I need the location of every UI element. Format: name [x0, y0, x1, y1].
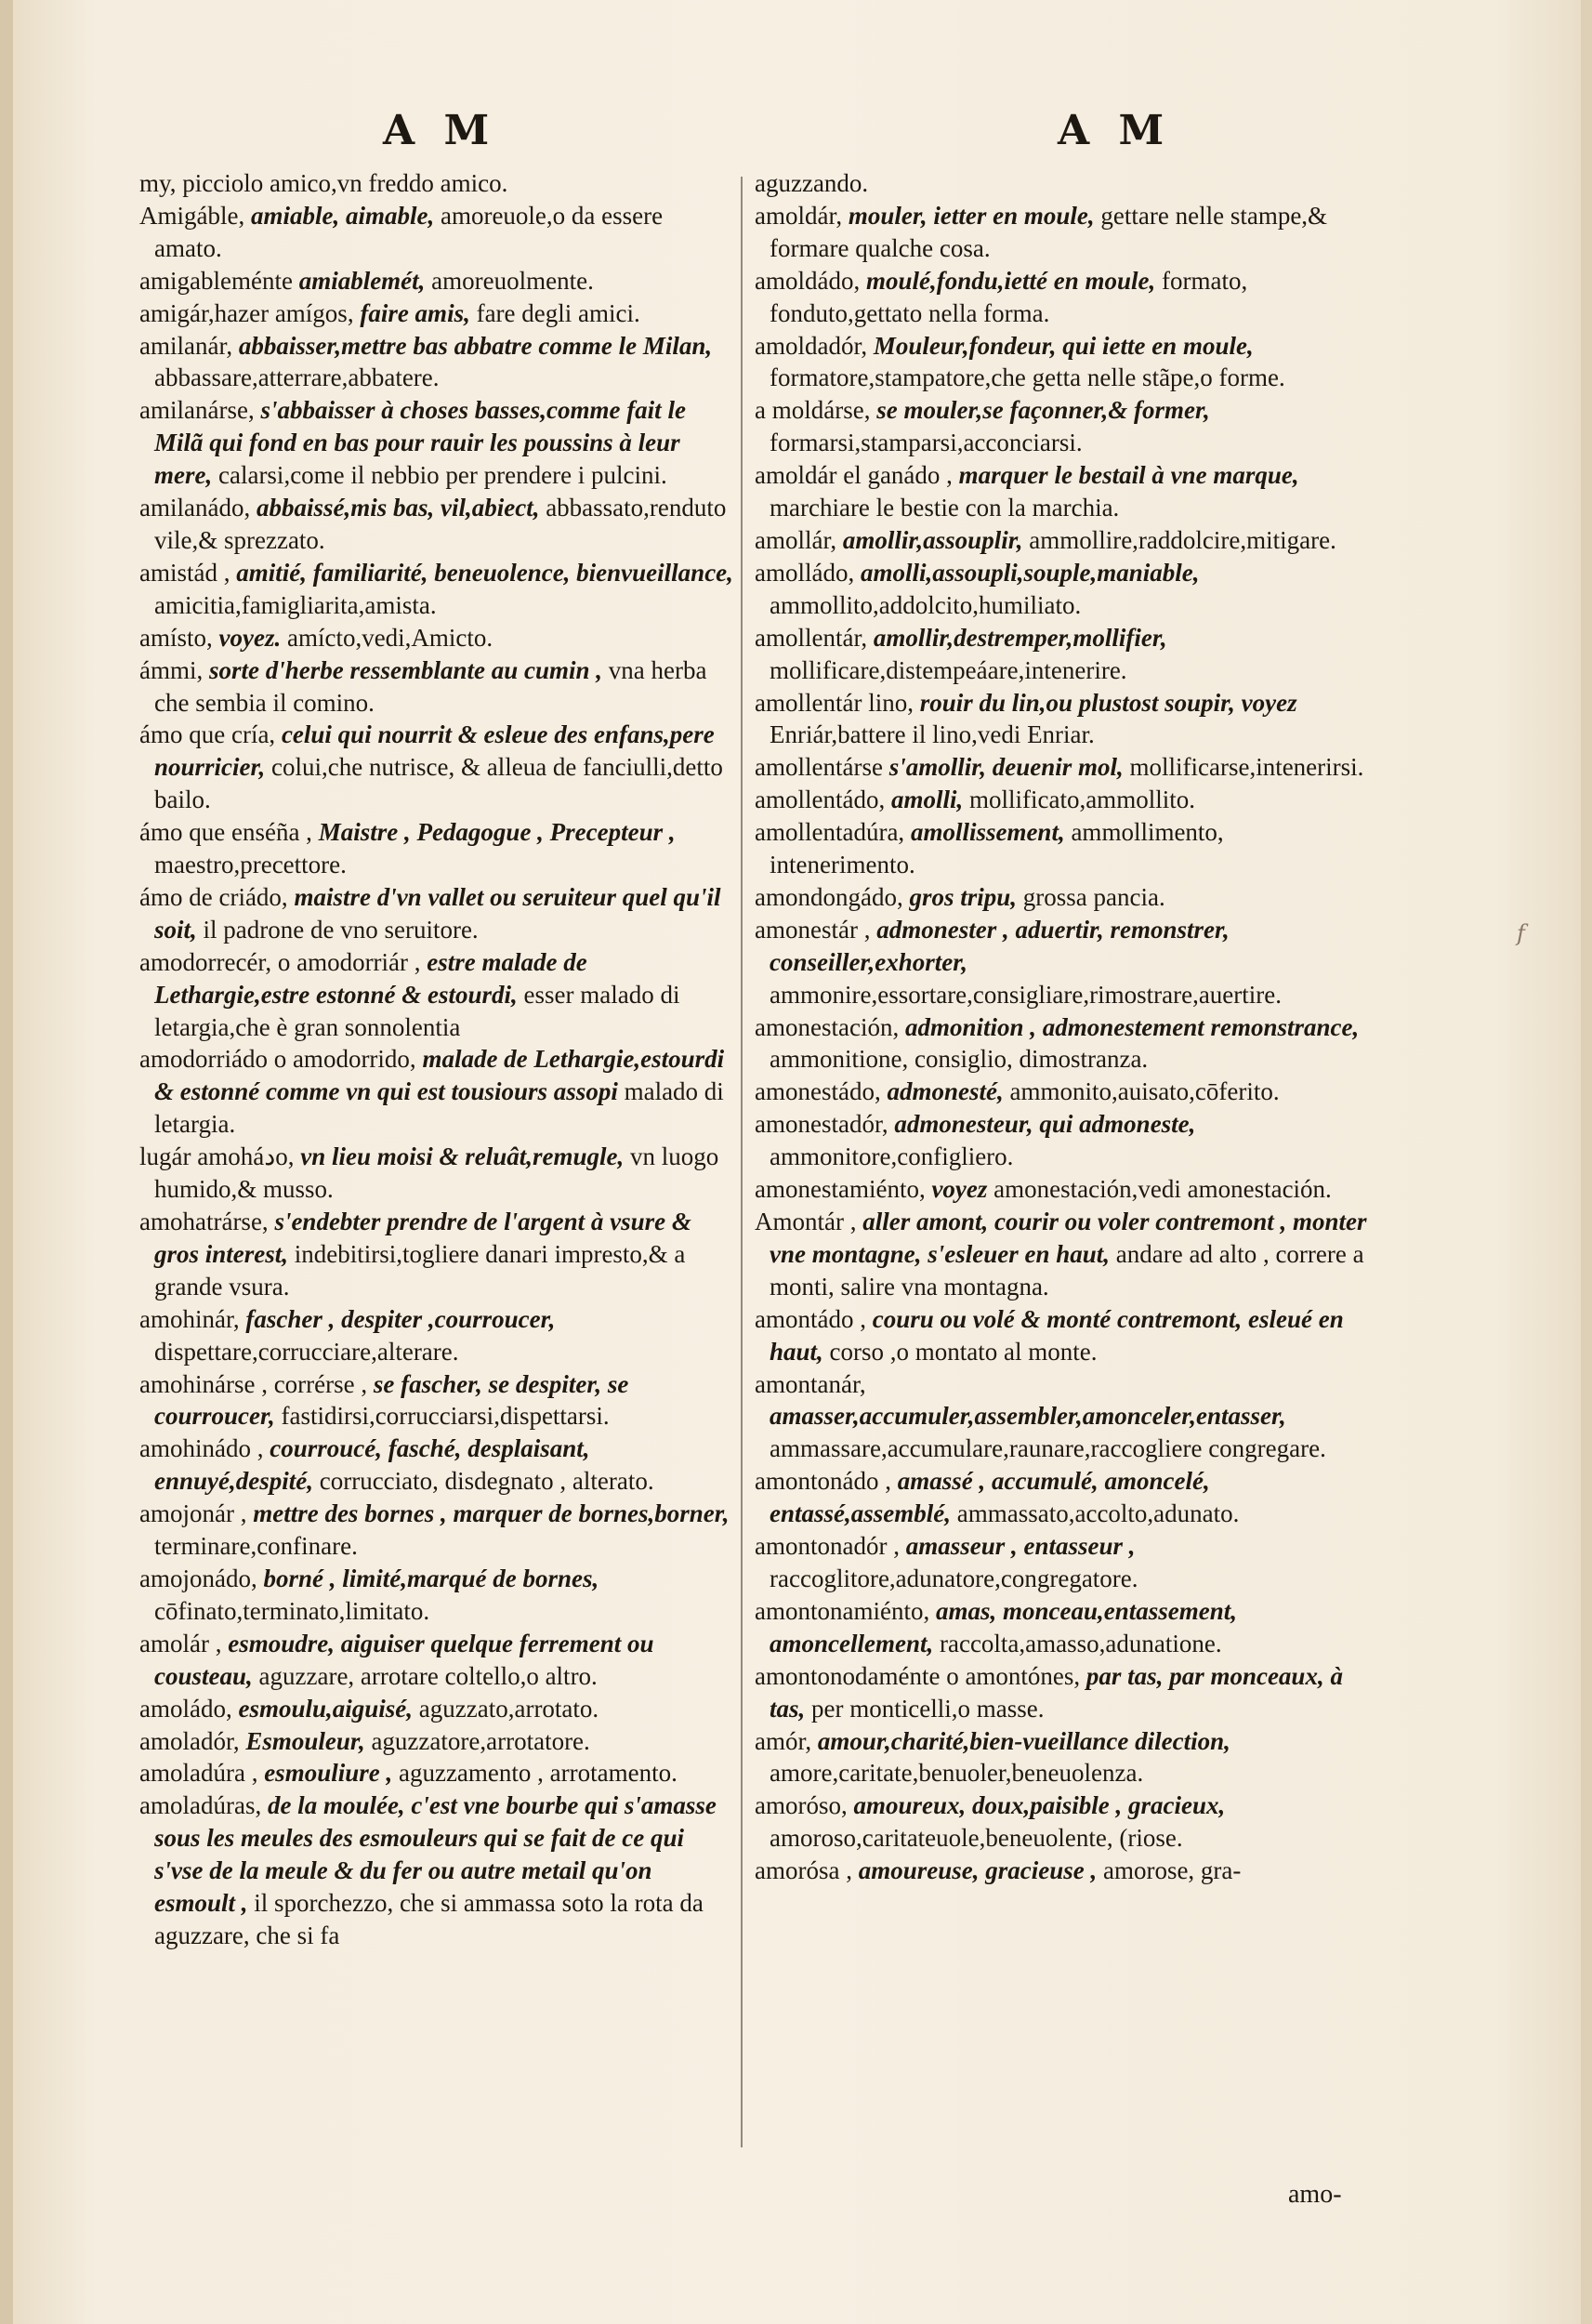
dictionary-entry [755, 394, 1375, 459]
entry-french: amolli, [890, 786, 964, 814]
entry-french: mettre des bornes , marquer de bornes,borner, [253, 1499, 730, 1528]
entry-french: amoureuse, gracieuse , [858, 1856, 1098, 1885]
entry-headword: amolládo, [755, 558, 855, 587]
entry-italian: mollificare,distempeáare,intenerire. [770, 655, 1127, 684]
entry-headword: amollentádo, [755, 786, 886, 814]
dictionary-entry [755, 1465, 1375, 1530]
dictionary-entry [755, 687, 1375, 752]
entry-french: Mouleur,fondeur, qui iette en moule, [873, 331, 1254, 360]
page-edge-left [0, 0, 13, 2324]
entry-headword: amojonár , [139, 1499, 247, 1528]
entry-headword: lugár amoháدo, [139, 1142, 295, 1171]
entry-headword: a moldárse, [755, 396, 871, 425]
dictionary-entry [755, 557, 1375, 622]
entry-italian: malado di letargia. [154, 1077, 724, 1139]
entry-french: malade de Lethargie,estourdi & estonné comme vn qui est tousiours assopi [154, 1045, 725, 1106]
entry-headword: amolár , [139, 1629, 222, 1657]
entry-italian: Enriár,battere il lino,vedi Enriar. [770, 720, 1095, 749]
dictionary-entry [139, 1757, 734, 1789]
dictionary-entry [139, 946, 734, 1044]
entry-italian: picciolo amico,vn freddo amico. [182, 169, 508, 197]
running-header-left: A M [383, 107, 497, 154]
entry-italian: amore,caritate,benuoler,beneuolenza. [770, 1759, 1144, 1788]
dictionary-entry [755, 524, 1375, 557]
entry-headword: amigableménte [139, 266, 293, 295]
entry-italian: amoreuolmente. [431, 266, 594, 295]
entry-french: se mouler,se façonner,& former, [876, 396, 1210, 425]
entry-italian: fastidirsi,corrucciarsi,dispettarsi. [281, 1402, 610, 1431]
entry-french: marquer le bestail à vne marque, [958, 461, 1299, 490]
entry-italian: ammonitore,configliero. [770, 1142, 1014, 1171]
entry-headword: amollár, [755, 525, 837, 554]
entry-headword: amollentár, [755, 623, 868, 652]
entry-italian: aguzzando. [755, 169, 869, 197]
dictionary-entry [755, 751, 1375, 784]
entry-italian: grossa pancia. [1022, 882, 1165, 911]
entry-headword: amoladór, [139, 1726, 240, 1755]
entry-italian: gettare nelle stampe,& formare qualche cosa. [770, 201, 1328, 262]
entry-french: amitié, familiarité, beneuolence, bienvueillance, [236, 558, 733, 587]
entry-italian: colui,che nutrisce, & alleua de fanciulli,detto bailo. [154, 753, 723, 814]
entry-headword: amonestár , [755, 915, 871, 944]
dictionary-entry [139, 1043, 734, 1141]
dictionary-entry [755, 1368, 1375, 1466]
entry-italian: andare ad alto , correre a monti, salire vna montagna. [770, 1239, 1364, 1301]
entry-headword: amohinádo , [139, 1434, 264, 1463]
entry-italian: abbassare,atterrare,abbatere. [154, 363, 440, 392]
entry-headword: Amontár , [755, 1208, 857, 1235]
dictionary-entry [139, 1368, 734, 1433]
entry-italian: per monticelli,o masse. [811, 1694, 1045, 1723]
dictionary-entry [139, 881, 734, 946]
entry-french: s'amollir, deuenir mol, [888, 753, 1124, 782]
entry-headword: amorósο, [755, 1791, 848, 1820]
entry-french: couru ou volé & monté contremont, esleué en haut, [770, 1304, 1344, 1366]
entry-french: sorte d'herbe ressemblante au cumin , [209, 655, 603, 684]
entry-headword: amoladúras, [139, 1791, 262, 1820]
entry-italian: mollificato,ammollito. [968, 786, 1195, 814]
entry-french: amollir,destremper,mollifier, [873, 623, 1167, 652]
dictionary-entry [139, 1693, 734, 1725]
dictionary-entry [139, 330, 734, 395]
dictionary-entry [755, 914, 1375, 1011]
entry-italian: marchiare le bestie con la marchia. [770, 494, 1120, 522]
entry-french: mouler, ietter en moule, [848, 201, 1095, 230]
left-column [139, 167, 734, 1952]
entry-headword: amohinár, [139, 1304, 240, 1333]
entry-headword: amondongádo, [755, 882, 903, 911]
entry-italian: fare degli amici. [476, 298, 640, 327]
entry-headword: amontonodaménte o amontónes, [755, 1661, 1081, 1690]
dictionary-entry [139, 1303, 734, 1368]
dictionary-entry [139, 719, 734, 816]
entry-headword: amontádo , [755, 1304, 866, 1333]
entry-italian: amonestación,vedi amonestación. [993, 1175, 1332, 1204]
page-edge-right [1581, 0, 1592, 2324]
entry-french: abbaisser,mettre bas abbatre comme le Milan, [238, 331, 713, 360]
entry-italian: calarsi,come il nebbio per prendere i pulcini. [217, 461, 667, 490]
dictionary-entry [755, 1789, 1375, 1855]
entry-headword: amoldadór, [755, 331, 868, 360]
dictionary-entry [755, 200, 1375, 265]
entry-french: fascher , despiter ,courroucer, [245, 1304, 556, 1333]
dictionary-entry [139, 1563, 734, 1628]
entry-italian: aguzzare, arrotare coltello,o altro. [258, 1661, 598, 1690]
entry-italian: ammassare,accumulare,raunare,raccogliere congregare. [770, 1434, 1326, 1463]
entry-headword: amojonádo, [139, 1564, 257, 1592]
entry-headword: amollentadúra, [755, 818, 905, 847]
dictionary-entry [755, 1076, 1375, 1108]
entry-italian: amorose, gra- [1102, 1856, 1242, 1885]
entry-headword: amontonamiénto, [755, 1596, 930, 1625]
entry-italian: mollificarse,intenerirsi. [1129, 753, 1364, 782]
entry-headword: amontanár, [755, 1369, 866, 1398]
entry-headword: amoldádo, [755, 266, 861, 295]
dictionary-entry [139, 394, 734, 492]
entry-headword: amonestadór, [755, 1110, 888, 1139]
entry-headword: amigár,hazer amígos, [139, 298, 354, 327]
dictionary-entry [139, 557, 734, 622]
entry-french: Esmouleur, [245, 1726, 365, 1755]
entry-headword: amohatrárse, [139, 1208, 269, 1235]
entry-french: amasser,accumuler,assembler,amonceler,entasser, [770, 1402, 1286, 1431]
entry-italian: dispettare,corrucciare,alterare. [154, 1337, 459, 1366]
entry-headword: amonestádo, [755, 1077, 881, 1106]
entry-headword: amór, [755, 1726, 812, 1755]
dictionary-entry [755, 1206, 1375, 1303]
entry-french: esmoudre, aiguiser quelque ferrement ou cousteau, [154, 1629, 654, 1690]
entry-headword: amontonadór , [755, 1532, 900, 1561]
dictionary-entry [755, 1173, 1375, 1206]
entry-italian: ammollire,raddolcire,mitigare. [1029, 525, 1336, 554]
entry-french: amoureux, doux,paisible , gracieux, [853, 1791, 1226, 1820]
entry-french: gros tripu, [909, 882, 1018, 911]
entry-french: se fascher, se despiter, se courroucer, [154, 1369, 629, 1431]
entry-french: celui qui nourrit & esleue des enfans,pere nourricier, [154, 720, 715, 782]
entry-headword: amodorrecér, o amodorriár , [139, 947, 421, 976]
dictionary-entry [755, 265, 1375, 330]
entry-italian: formatore,stampatore,che getta nelle stãpe,o forme. [770, 363, 1285, 392]
entry-headword: ámo de criádo, [139, 882, 288, 911]
entry-french: amiable, aimable, [250, 201, 435, 230]
dictionary-entry [139, 1433, 734, 1498]
entry-headword: amollentár lino, [755, 688, 914, 717]
entry-headword: amonestamiénto, [755, 1175, 926, 1204]
dictionary-entry [755, 1108, 1375, 1173]
entry-french: abbaissé,mis bas, vil,abiect, [256, 494, 540, 522]
entry-italian: abbassato,renduto vile,& sprezzato. [154, 494, 727, 554]
entry-italian: aguzzatore,arrotatore. [371, 1726, 590, 1755]
dictionary-entry [755, 1660, 1375, 1725]
entry-french: s'endebter prendre de l'argent à vsure & gros interest, [154, 1208, 691, 1268]
entry-french: courroucé, fasché, desplaisant, ennuyé,despité, [154, 1434, 590, 1496]
entry-french: esmouliure , [264, 1759, 393, 1788]
entry-italian: ammonito,auisato,cōferito. [1009, 1077, 1280, 1106]
dictionary-entry [139, 167, 734, 200]
entry-french: voyez [931, 1175, 988, 1204]
entry-italian: amicitia,famigliarita,amista. [154, 590, 437, 619]
entry-french: amiablemét, [298, 266, 426, 295]
entry-italian: formarsi,stamparsi,acconciarsi. [770, 429, 1083, 457]
entry-italian: esser malado di letargia,che è gran sonnolentia [154, 980, 680, 1041]
dictionary-entry [139, 1628, 734, 1693]
entry-italian: corso ,o montato al monte. [829, 1337, 1098, 1366]
entry-italian: formato, fonduto,gettato nella forma. [770, 266, 1248, 327]
entry-italian: ammonire,essortare,consigliare,rimostrare,auertire. [770, 980, 1283, 1009]
entry-headword: amohinárse , corrérse , [139, 1369, 368, 1398]
dictionary-entry [755, 1595, 1375, 1660]
entry-italian: ammollimento, intenerimento. [770, 818, 1224, 879]
entry-headword: amontonádo , [755, 1467, 891, 1496]
entry-french: par tas, par monceaux, à tas, [770, 1661, 1343, 1723]
entry-french: borné , limité,marqué de bornes, [263, 1564, 599, 1592]
entry-headword: ámmi, [139, 655, 204, 684]
margin-mark: f [1517, 920, 1525, 946]
entry-headword: amodorriádo o amodorrido, [139, 1045, 416, 1074]
entry-french: rouir du lin,ou plustost soupir, voyez [919, 688, 1297, 717]
entry-italian: terminare,confinare. [154, 1532, 358, 1561]
entry-french: amas, monceau,entassement, amoncellement, [770, 1596, 1237, 1657]
running-header-right: A M [1058, 107, 1172, 154]
dictionary-entry [139, 1141, 734, 1206]
entry-headword: Amigáble, [139, 201, 245, 230]
entry-italian: vn luogo humido,& musso. [154, 1142, 719, 1204]
entry-italian: ammassato,accolto,adunato. [956, 1499, 1240, 1528]
dictionary-entry [755, 1011, 1375, 1076]
entry-italian: cōfinato,terminato,limitato. [154, 1596, 430, 1625]
entry-french: Maistre , Pedagogue , Precepteur , [318, 818, 676, 847]
entry-italian: amoroso,caritateuole,beneuolente, (riose. [770, 1824, 1183, 1853]
entry-headword: ámo que cría, [139, 720, 276, 749]
entry-italian: indebitirsi,togliere danari imprestο,& a grande vsura. [154, 1239, 686, 1301]
entry-headword: amorósa , [755, 1856, 852, 1885]
entry-french: voyez. [218, 623, 282, 652]
entry-headword: amonestación, [755, 1012, 900, 1041]
entry-italian: vna herba che sembia il comino. [154, 655, 707, 717]
dictionary-entry [755, 1725, 1375, 1790]
entry-french: de la moulée, c'est vne bourbe qui s'amasse sous les meules des esmouleurs qui se fait de ce qui s'vse de la meule & du fer ou autre metail qu'on esmoult , [154, 1791, 717, 1918]
entry-italian: raccoglitore,adunatore,congregatore. [770, 1564, 1138, 1592]
dictionary-entry [755, 459, 1375, 524]
entry-headword: amistád , [139, 558, 230, 587]
entry-french: amollir,assouplir, [842, 525, 1023, 554]
dictionary-entry [139, 1789, 734, 1952]
entry-headword: amilanárse, [139, 396, 255, 425]
dictionary-entry [139, 1206, 734, 1303]
dictionary-entry [139, 622, 734, 654]
entry-french: faire amis, [360, 298, 470, 327]
entry-headword: amilanádo, [139, 494, 251, 522]
entry-headword: amoladúra , [139, 1759, 258, 1788]
entry-headword: ámo que enséña , [139, 818, 312, 847]
dictionary-entry [139, 1725, 734, 1758]
right-column [755, 167, 1375, 1887]
entry-french: admonester , aduertir, remonstrer, conseiller,exhorter, [770, 915, 1230, 976]
entry-french: moulé,fondu,ietté en moule, [865, 266, 1156, 295]
entry-italian: aguzzato,arrotato. [418, 1694, 599, 1723]
entry-italian: maestro,precettore. [154, 851, 347, 879]
entry-french: maistre d'vn vallet ou seruiteur quel qu'il soit, [154, 882, 721, 944]
dictionary-entry [755, 1530, 1375, 1595]
entry-french: estre malade de Lethargie,estre estonné & estourdi, [154, 947, 587, 1009]
catchword: amo- [1288, 2180, 1342, 2209]
dictionary-entry [755, 622, 1375, 687]
entry-italian: il padrone de vno seruitore. [203, 915, 479, 944]
dictionary-entry [755, 167, 1375, 200]
entry-headword: amísto, [139, 623, 213, 652]
entry-french: amassé , accumulé, amoncelé, entassé,assemblé, [770, 1467, 1210, 1528]
entry-french: admonesté, [887, 1077, 1004, 1106]
entry-french: admonition , admonestement remonstrance, [904, 1012, 1360, 1041]
entry-headword: amoldár el ganádo , [755, 461, 953, 490]
dictionary-entry [139, 265, 734, 297]
dictionary-entry [139, 200, 734, 265]
dictionary-entry [755, 1303, 1375, 1368]
dictionary-entry [139, 297, 734, 330]
dictionary-entry [139, 492, 734, 557]
entry-headword: amoldár, [755, 201, 843, 230]
column-divider [741, 177, 743, 2147]
entry-italian: aguzzamento , arrotamento. [398, 1759, 678, 1788]
entry-italian: raccolta,amasso,adunatione. [939, 1629, 1222, 1657]
entry-french: admonesteur, qui admoneste, [894, 1110, 1196, 1139]
entry-headword: amollentárse [755, 753, 883, 782]
entry-french: aller amont, courir ou voler contremont , monter vne montagne, s'esleuer en haut, [770, 1208, 1367, 1268]
entry-italian: amoreuole,o da essere amato. [154, 201, 664, 262]
dictionary-entry [755, 881, 1375, 914]
entry-italian: il sporchezzo, che si ammassa soto la rota da aguzzare, che si fa [154, 1889, 704, 1949]
entry-italian: ammonitione, consiglio, dimostranza. [770, 1045, 1149, 1074]
entry-italian: corrucciato, disdegnato , alterato. [319, 1467, 654, 1496]
dictionary-entry [755, 1855, 1375, 1887]
entry-italian: ammollito,addolcito,humiliato. [770, 590, 1082, 619]
entry-headword: my, [139, 169, 177, 197]
entry-italian: amícto,vedi,Amicto. [286, 623, 493, 652]
entry-french: amolli,assoupli,souple,maniable, [860, 558, 1200, 587]
entry-headword: amoládo, [139, 1694, 232, 1723]
entry-french: esmoulu,aiguisé, [238, 1694, 414, 1723]
dictionary-entry [139, 654, 734, 720]
entry-french: vn lieu moisi & reluât,remugle, [300, 1142, 625, 1171]
dictionary-entry [755, 816, 1375, 881]
dictionary-entry [139, 816, 734, 881]
dictionary-entry [139, 1498, 734, 1563]
dictionary-entry [755, 784, 1375, 816]
entry-french: amollissement, [910, 818, 1065, 847]
entry-french: amour,charité,bien-vueillance dilection, [817, 1726, 1230, 1755]
dictionary-entry [755, 330, 1375, 395]
entry-french: amasseur , entasseur , [905, 1532, 1136, 1561]
entry-headword: amilanár, [139, 331, 233, 360]
entry-french: s'abbaisser à choses basses,comme fait le Milã qui fond en bas pour rauir les poussins à leur mere, [154, 396, 686, 490]
